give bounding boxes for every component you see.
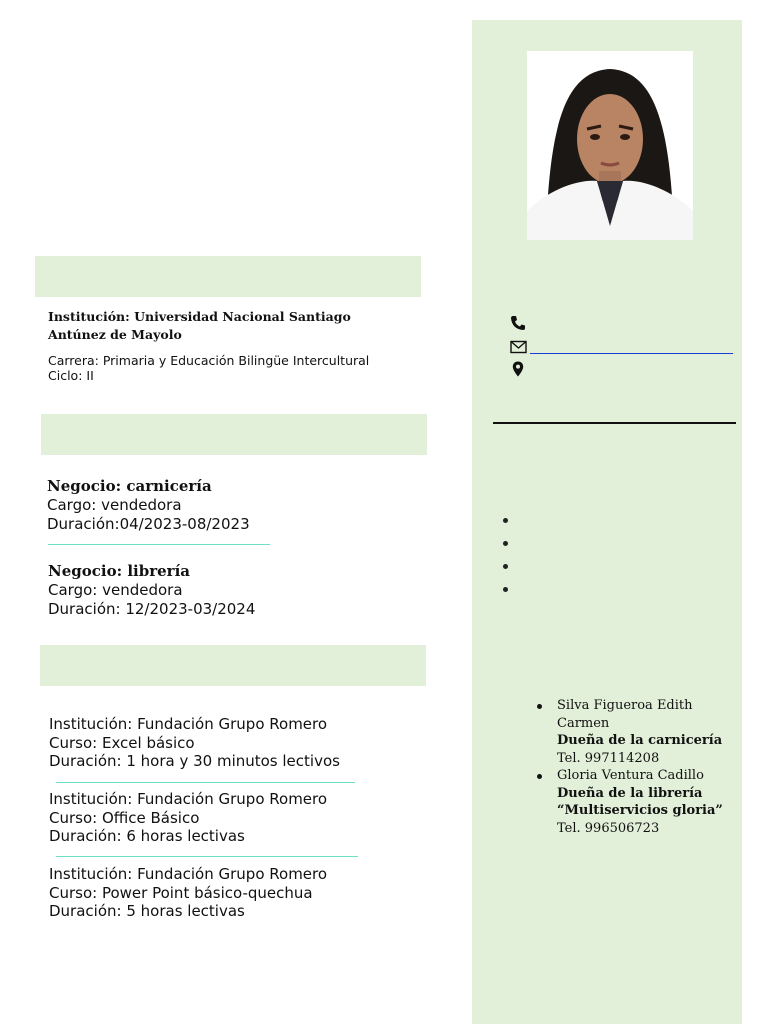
- reference-item: [532, 767, 732, 837]
- list-bullet: [503, 587, 508, 592]
- references-list: [532, 697, 732, 837]
- course-duration: Duración: 5 horas lectivas: [49, 902, 245, 920]
- reference-name: Silva Figueroa Edith Carmen: [557, 698, 693, 731]
- profile-photo: [527, 51, 693, 240]
- education-section-bar: [35, 256, 421, 297]
- reference-phone: Tel. 997114208: [557, 750, 660, 766]
- experience-section-bar: [41, 414, 427, 455]
- course-item: [49, 790, 327, 846]
- courses-section-bar: [40, 645, 426, 686]
- course-institution: Institución: Fundación Grupo Romero: [49, 715, 328, 733]
- education-career: Carrera: Primaria y Educación Bilingüe Intercultural: [48, 353, 370, 368]
- email-link[interactable]: [530, 353, 733, 354]
- experience-duration: Duración: 12/2023-03/2024: [48, 600, 256, 618]
- reference-item: [532, 697, 732, 767]
- envelope-icon: [510, 339, 528, 355]
- experience-role: Cargo: vendedora: [47, 496, 182, 514]
- experience-item: [47, 477, 250, 534]
- list-bullet: [503, 518, 508, 523]
- reference-role: Dueña de la librería “Multiservicios gloria”: [557, 785, 723, 818]
- course-item: [49, 865, 327, 921]
- experience-role: Cargo: vendedora: [48, 581, 183, 599]
- course-name: Curso: Power Point básico-quechua: [49, 883, 313, 902]
- course-institution: Institución: Fundación Grupo Romero: [49, 790, 328, 808]
- phone-icon: [510, 315, 528, 331]
- course-duration: Duración: 6 horas lectivas: [49, 827, 245, 845]
- list-bullet: [537, 774, 542, 779]
- list-bullet: [503, 541, 508, 546]
- reference-phone: Tel. 996506723: [557, 820, 660, 836]
- education-details: [48, 353, 388, 383]
- reference-role: Dueña de la carnicería: [557, 733, 723, 748]
- education-cycle: Ciclo: II: [48, 368, 94, 383]
- course-item: [49, 715, 340, 771]
- list-bullet: [537, 704, 542, 709]
- experience-duration: Duración:04/2023-08/2023: [47, 515, 250, 533]
- sidebar-divider: [493, 422, 736, 424]
- experience-item: [48, 562, 255, 619]
- reference-name: Gloria Ventura Cadillo: [557, 768, 704, 783]
- course-divider: [56, 856, 358, 857]
- course-name: Curso: Office Básico: [49, 808, 200, 827]
- experience-business: Negocio: carnicería: [47, 477, 212, 495]
- course-name: Curso: Excel básico: [49, 733, 195, 752]
- course-institution: Institución: Fundación Grupo Romero: [49, 865, 328, 883]
- list-bullet: [503, 564, 508, 569]
- experience-business: Negocio: librería: [48, 562, 190, 580]
- map-pin-icon: [512, 361, 530, 377]
- education-institution: Institución: Universidad Nacional Santiago Antúnez de Mayolo: [48, 309, 351, 342]
- course-divider: [56, 782, 355, 783]
- experience-divider: [48, 544, 270, 545]
- course-duration: Duración: 1 hora y 30 minutos lectivos: [49, 752, 340, 770]
